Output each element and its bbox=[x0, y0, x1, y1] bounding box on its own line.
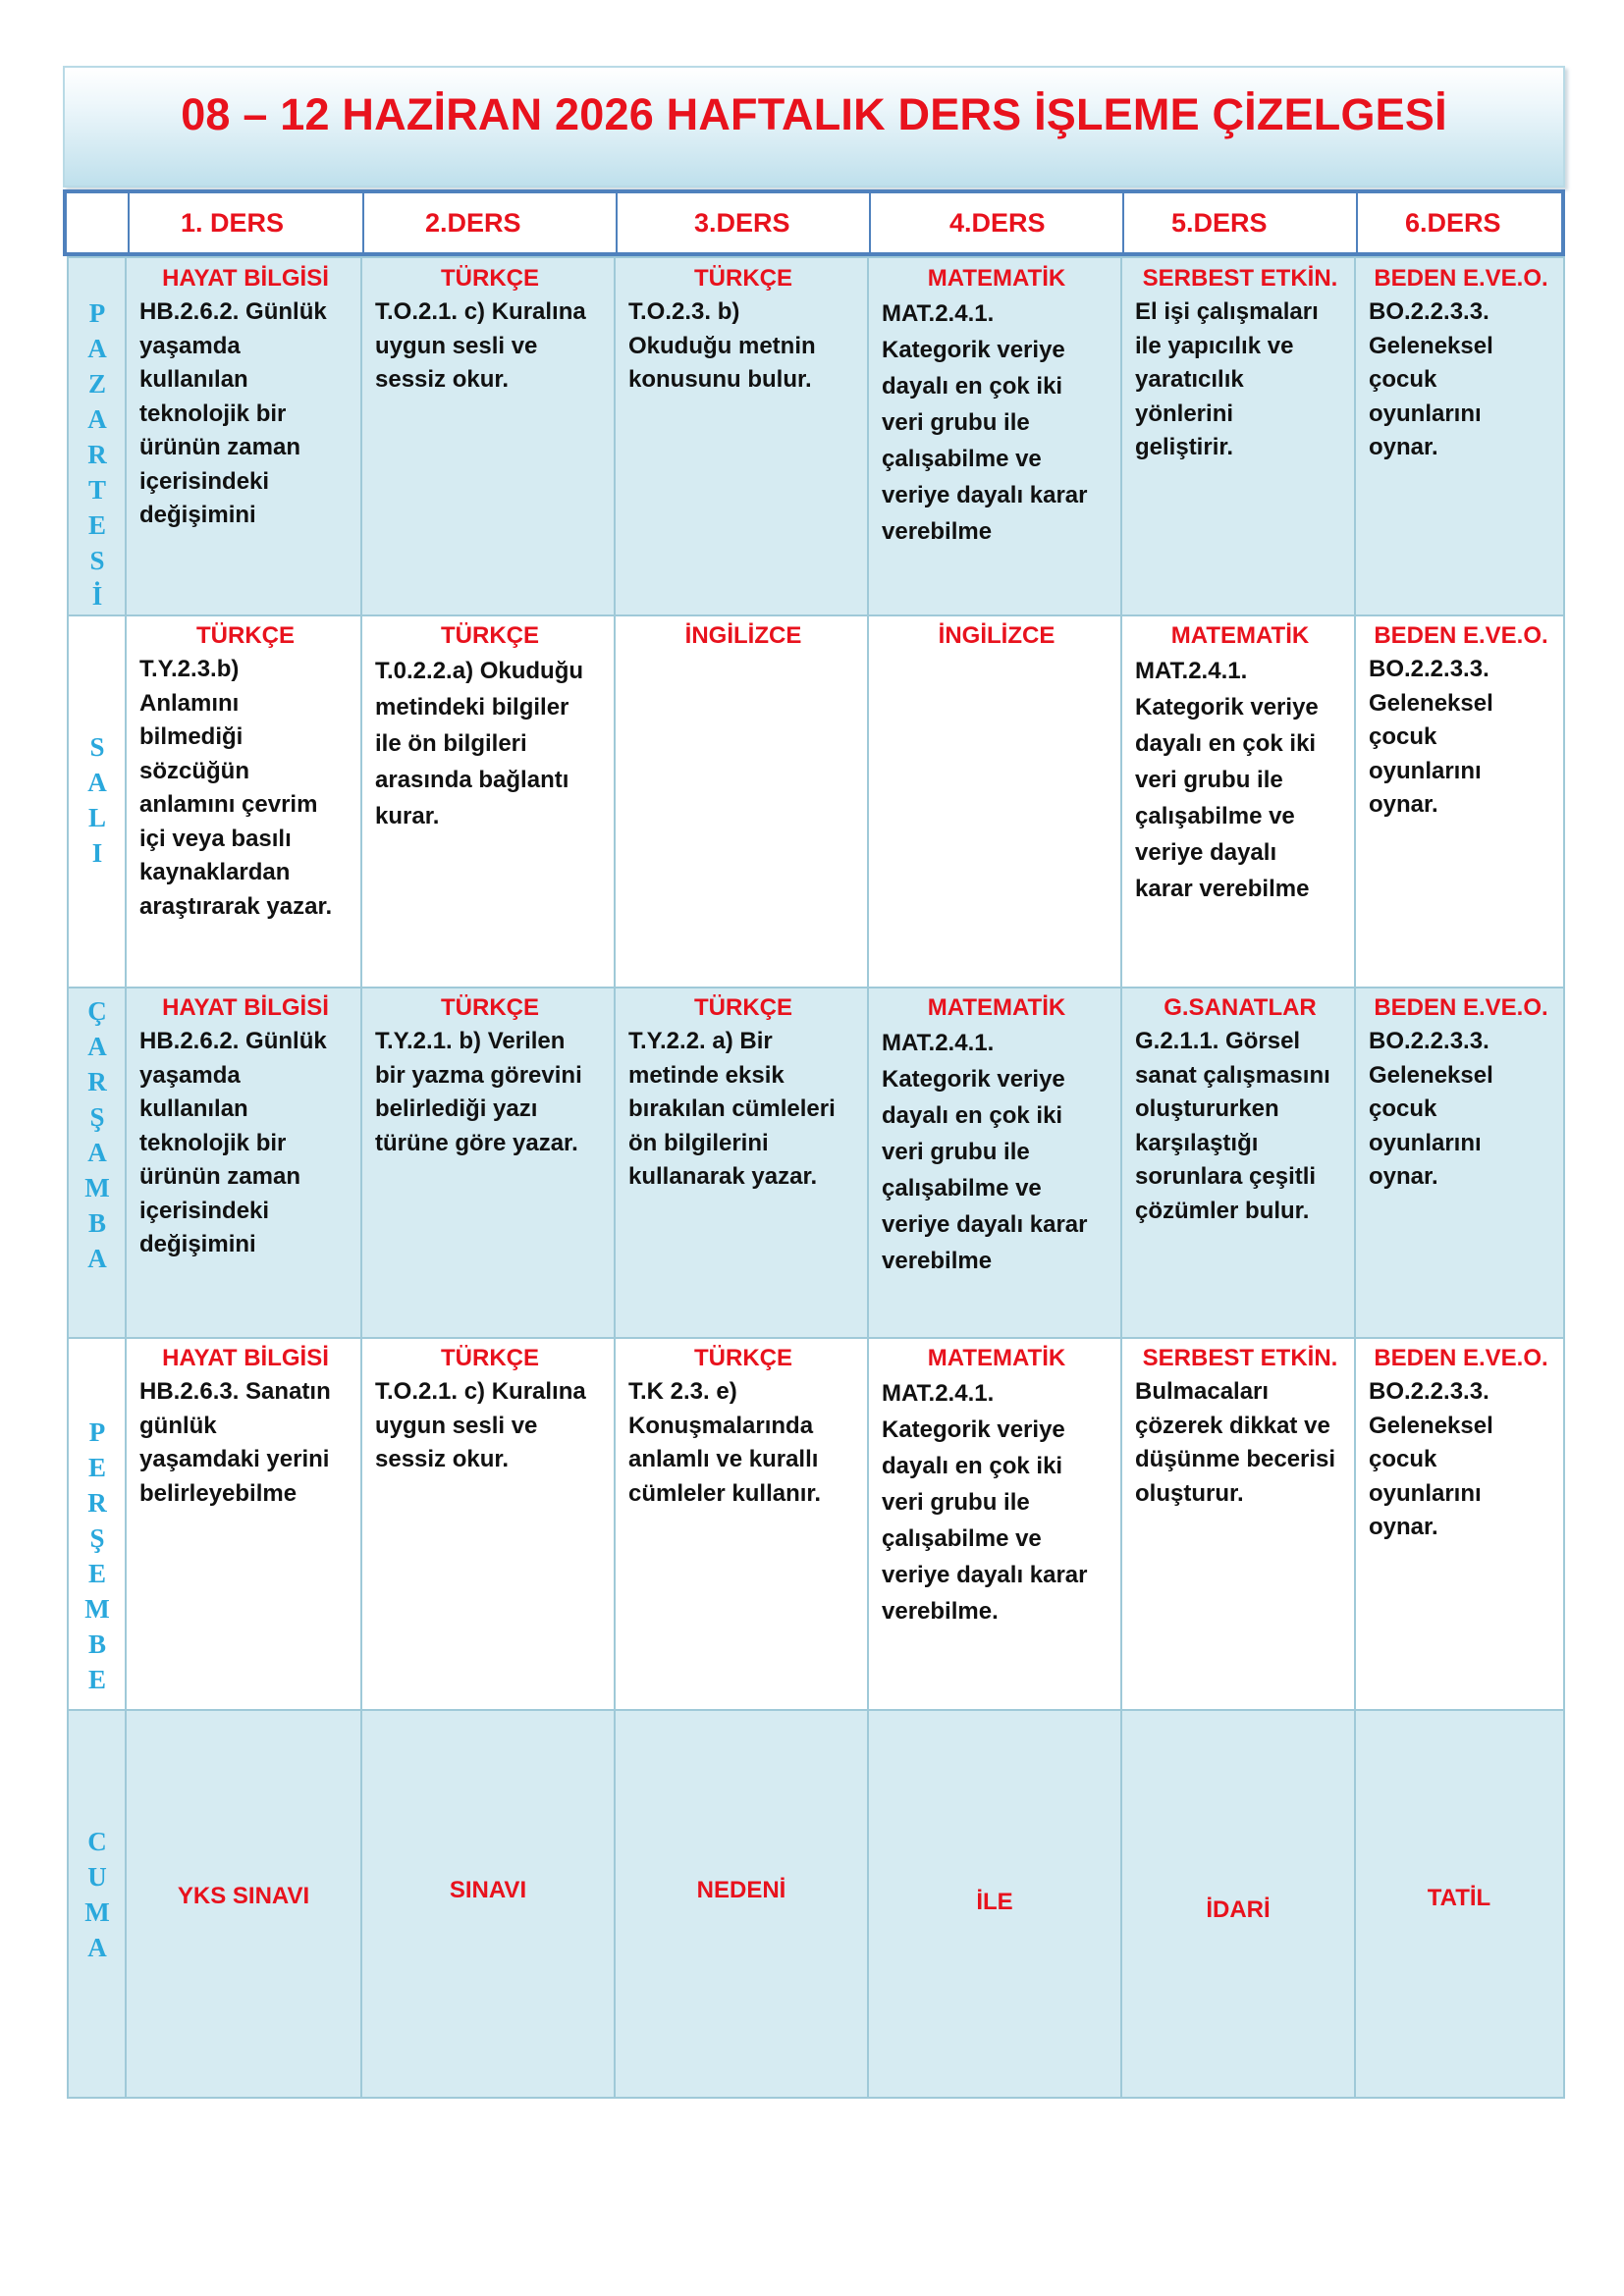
day-letter: A bbox=[87, 1933, 107, 1962]
day-letter: E bbox=[87, 1453, 106, 1482]
lesson-outcome-text: T.K 2.3. e) Konuşmalarında anlamlı ve kurallı cümleler kullanır. bbox=[628, 1378, 822, 1507]
lesson-cell bbox=[868, 615, 1121, 988]
day-letter: E bbox=[87, 1665, 106, 1694]
lesson-cell bbox=[126, 258, 361, 615]
header-corner-cell bbox=[67, 193, 128, 252]
header-cell: 2.DERS bbox=[362, 193, 616, 252]
day-label bbox=[69, 729, 126, 871]
day-letter: L bbox=[87, 803, 106, 832]
day-letter: R bbox=[87, 440, 107, 469]
day-letter: B bbox=[87, 1208, 106, 1238]
lesson-subject: SERBEST ETKİN. bbox=[1142, 1345, 1338, 1371]
lesson-outcome-text: HB.2.6.2. Günlük yaşamda kullanılan teknolojik bir ürünün zaman içerisindeki değişimini bbox=[139, 298, 327, 528]
day-letter: A bbox=[87, 1138, 107, 1167]
lesson-cell bbox=[1121, 258, 1355, 615]
lesson-cell bbox=[1355, 258, 1563, 615]
lesson-outcome-text: Bulmacaları çözerek dikkat ve düşünme becerisi oluşturur. bbox=[1135, 1378, 1336, 1507]
lesson-cell bbox=[1355, 615, 1563, 988]
lesson-cell bbox=[868, 988, 1121, 1338]
day-letter: S bbox=[89, 546, 105, 575]
day-letter: Z bbox=[87, 369, 106, 399]
lesson-outcome-text: G.2.1.1. Görsel sanat çalışmasını oluştururken karşılaştığı sorunlara çeşitli çözümler bulur. bbox=[1135, 1028, 1330, 1224]
lesson-outcome-text: HB.2.6.2. Günlük yaşamda kullanılan teknolojik bir ürünün zaman içerisindeki değişimini bbox=[139, 1028, 327, 1257]
lesson-cell bbox=[1121, 615, 1355, 988]
lesson-cell bbox=[126, 615, 361, 988]
lesson-subject: İNGİLİZCE bbox=[684, 622, 802, 649]
lesson-outcome-text: MAT.2.4.1. Kategorik veriye dayalı en çok iki veri grubu ile çalışabilme ve veriye dayalı karar verebilme. bbox=[882, 1380, 1088, 1625]
day-letter: B bbox=[87, 1629, 106, 1659]
header-cell: 6.DERS bbox=[1356, 193, 1561, 252]
day-letter: M bbox=[84, 1897, 110, 1927]
lesson-cell bbox=[615, 1338, 868, 1710]
lesson-subject: TÜRKÇE bbox=[694, 1345, 792, 1371]
lesson-subject: TÜRKÇE bbox=[196, 622, 295, 649]
lesson-outcome-text: T.Y.2.3.b) Anlamını bilmediği sözcüğün anlamını çevrim içi veya basılı kaynaklardan araştırarak yazar. bbox=[139, 656, 333, 920]
lesson-subject: HAYAT BİLGİSİ bbox=[162, 1345, 329, 1371]
lesson-outcome-text: BO.2.2.3.3. Geleneksel çocuk oyunlarını oynar. bbox=[1369, 1028, 1493, 1190]
lesson-subject: TÜRKÇE bbox=[441, 1345, 539, 1371]
lesson-outcome-text: T.Y.2.1. b) Verilen bir yazma görevini belirlediği yazı türüne göre yazar. bbox=[375, 1028, 582, 1156]
day-letter: R bbox=[87, 1067, 107, 1096]
lesson-outcome-text: BO.2.2.3.3. Geleneksel çocuk oyunlarını oynar. bbox=[1369, 656, 1493, 818]
header-cell: 5.DERS bbox=[1122, 193, 1356, 252]
day-letter: A bbox=[87, 1244, 107, 1273]
lesson-subject: MATEMATİK bbox=[1170, 622, 1310, 649]
lesson-subject: G.SANATLAR bbox=[1164, 994, 1317, 1021]
day-letter: C bbox=[87, 1827, 107, 1856]
day-letter: R bbox=[87, 1488, 107, 1518]
lesson-cell bbox=[868, 258, 1121, 615]
lesson-subject: TÜRKÇE bbox=[441, 622, 539, 649]
day-letter: I bbox=[91, 838, 103, 868]
lesson-subject: TÜRKÇE bbox=[694, 265, 792, 292]
page-title: 08 – 12 HAZİRAN 2026 HAFTALIK DERS İŞLEME ÇİZELGESİ bbox=[181, 89, 1447, 139]
cuma-cell: SINAVI bbox=[449, 1877, 527, 1903]
day-letter: İ bbox=[91, 581, 103, 611]
lesson-subject: SERBEST ETKİN. bbox=[1142, 265, 1338, 292]
day-letter: P bbox=[88, 1417, 106, 1447]
lesson-cell bbox=[361, 1338, 615, 1710]
lesson-cell bbox=[1355, 988, 1563, 1338]
lesson-cell bbox=[361, 615, 615, 988]
day-letter: M bbox=[84, 1594, 110, 1624]
lesson-subject: TÜRKÇE bbox=[441, 265, 539, 292]
lesson-cell bbox=[615, 615, 868, 988]
lesson-subject: BEDEN E.VE.O. bbox=[1374, 265, 1548, 292]
day-label bbox=[69, 1415, 126, 1697]
day-letter: A bbox=[87, 768, 107, 797]
day-letter: E bbox=[87, 1559, 106, 1588]
day-label bbox=[69, 295, 126, 614]
day-letter: Ş bbox=[89, 1523, 105, 1553]
day-letter: A bbox=[87, 334, 107, 363]
lesson-outcome-text: T.O.2.1. c) Kuralına uygun sesli ve sessiz okur. bbox=[375, 1378, 586, 1472]
cuma-cell: NEDENİ bbox=[696, 1877, 786, 1903]
cuma-cell: YKS SINAVI bbox=[177, 1883, 310, 1909]
day-letter: Ş bbox=[89, 1102, 105, 1132]
lesson-cell bbox=[1355, 1338, 1563, 1710]
lesson-outcome-text: T.O.2.3. b) Okuduğu metnin konusunu bulur. bbox=[628, 298, 816, 393]
lesson-outcome-text: T.O.2.1. c) Kuralına uygun sesli ve sessiz okur. bbox=[375, 298, 586, 393]
day-label bbox=[69, 993, 126, 1276]
lesson-cell bbox=[615, 988, 868, 1338]
day-letter: M bbox=[84, 1173, 110, 1202]
lesson-subject: MATEMATİK bbox=[927, 265, 1066, 292]
lesson-outcome-text: BO.2.2.3.3. Geleneksel çocuk oyunlarını oynar. bbox=[1369, 298, 1493, 460]
cuma-cell: İDARİ bbox=[1206, 1896, 1271, 1923]
day-letter: A bbox=[87, 1032, 107, 1061]
lesson-subject: MATEMATİK bbox=[927, 994, 1066, 1021]
lesson-subject: HAYAT BİLGİSİ bbox=[162, 994, 329, 1021]
lesson-outcome-text: MAT.2.4.1. Kategorik veriye dayalı en çok iki veri grubu ile çalışabilme ve veriye dayalı karar verebilme bbox=[882, 300, 1088, 545]
lesson-cell bbox=[1121, 1338, 1355, 1710]
lesson-cell bbox=[361, 988, 615, 1338]
header-cell: 1. DERS bbox=[128, 193, 362, 252]
header-cell: 4.DERS bbox=[869, 193, 1122, 252]
day-letter: T bbox=[87, 475, 106, 505]
day-letter: P bbox=[88, 298, 106, 328]
lesson-outcome-text: T.Y.2.2. a) Bir metinde eksik bırakılan cümleleri ön bilgilerini kullanarak yazar. bbox=[628, 1028, 836, 1190]
header-cell: 3.DERS bbox=[616, 193, 869, 252]
lesson-cell bbox=[361, 258, 615, 615]
title-banner bbox=[63, 66, 1565, 187]
header-row bbox=[63, 189, 1565, 256]
lesson-subject: MATEMATİK bbox=[927, 1345, 1066, 1371]
lesson-subject: BEDEN E.VE.O. bbox=[1374, 622, 1548, 649]
lesson-subject: BEDEN E.VE.O. bbox=[1374, 994, 1548, 1021]
day-letter: E bbox=[87, 510, 106, 540]
lesson-outcome-text: HB.2.6.3. Sanatın günlük yaşamdaki yerini belirleyebilme bbox=[139, 1378, 331, 1507]
lesson-outcome-text: El işi çalışmaları ile yapıcılık ve yaratıcılık yönlerini geliştirir. bbox=[1135, 298, 1319, 460]
cuma-cell: İLE bbox=[976, 1889, 1013, 1915]
cuma-cell: TATİL bbox=[1427, 1885, 1491, 1911]
lesson-subject: BEDEN E.VE.O. bbox=[1374, 1345, 1548, 1371]
lesson-cell bbox=[615, 258, 868, 615]
lesson-subject: TÜRKÇE bbox=[694, 994, 792, 1021]
lesson-cell bbox=[868, 1338, 1121, 1710]
lesson-outcome-text: BO.2.2.3.3. Geleneksel çocuk oyunlarını oynar. bbox=[1369, 1378, 1493, 1540]
schedule-grid bbox=[67, 256, 1565, 2099]
lesson-cell bbox=[126, 1338, 361, 1710]
day-letter: S bbox=[89, 732, 105, 762]
day-letter: A bbox=[87, 404, 107, 434]
day-letter: U bbox=[87, 1862, 107, 1892]
lesson-outcome-text: MAT.2.4.1. Kategorik veriye dayalı en çok iki veri grubu ile çalışabilme ve veriye dayalı karar verebilme bbox=[1135, 658, 1319, 902]
lesson-subject: TÜRKÇE bbox=[441, 994, 539, 1021]
lesson-outcome-text: MAT.2.4.1. Kategorik veriye dayalı en çok iki veri grubu ile çalışabilme ve veriye dayalı karar verebilme bbox=[882, 1030, 1088, 1274]
lesson-subject: HAYAT BİLGİSİ bbox=[162, 265, 329, 292]
lesson-cell bbox=[1121, 988, 1355, 1338]
day-letter: Ç bbox=[87, 996, 107, 1026]
lesson-cell bbox=[126, 988, 361, 1338]
day-label bbox=[69, 1824, 126, 1965]
lesson-subject: İNGİLİZCE bbox=[938, 622, 1056, 649]
lesson-outcome-text: T.0.2.2.a) Okuduğu metindeki bilgiler ile ön bilgileri arasında bağlantı kurar. bbox=[375, 658, 584, 829]
